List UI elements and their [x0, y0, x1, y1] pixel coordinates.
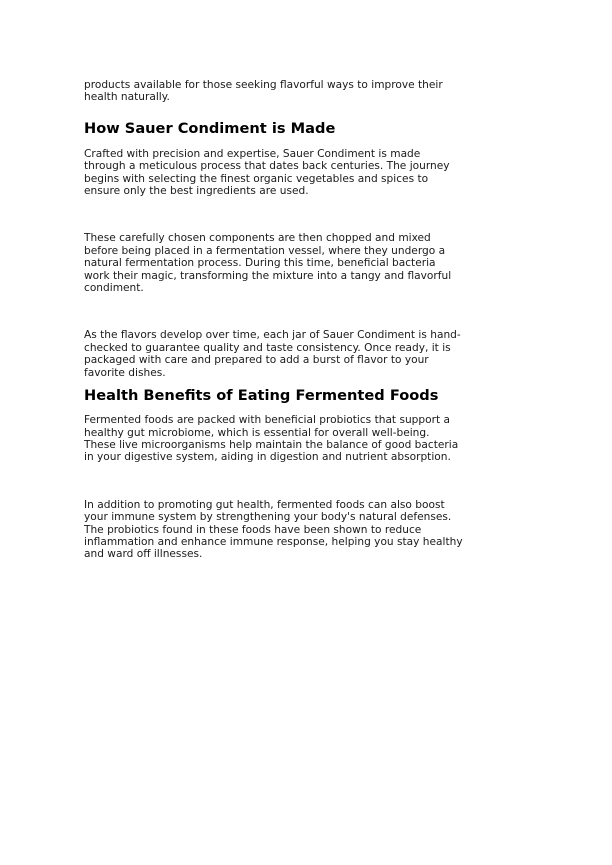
paragraph-components: These carefully chosen components are then chopped and mixed before being placed in a fermentation vessel, where they undergo a natural fermentation process. During this time, beneficial bacteria work their magic, transforming the mixture into a tangy and flavorful condiment.	[84, 232, 452, 295]
paragraph-probiotics: Fermented foods are packed with beneficial probiotics that support a healthy gut microbiome, which is essential for overall well-being. These live microorganisms help maintain the balance of good bacteria in your digestive system, aiding in digestion and nutrient absorption.	[84, 414, 459, 464]
section-heading-how-made: How Sauer Condiment is Made	[84, 119, 336, 137]
section-heading-health-benefits: Health Benefits of Eating Fermented Foods	[84, 387, 439, 405]
document-page	[84, 79, 464, 561]
paragraph-immune: In addition to promoting gut health, fermented foods can also boost your immune system by strengthening your body's natural defenses. The probiotics found in these foods have been shown to reduce inflammation and enhance immune response, helping you stay healthy and ward off illnesses.	[84, 498, 463, 561]
intro-paragraph-tail: products available for those seeking flavorful ways to improve their health naturally.	[84, 79, 443, 104]
paragraph-crafted: Crafted with precision and expertise, Sauer Condiment is made through a meticulous process that dates back centuries. The journey begins with selecting the finest organic vegetables and spices to ensure only the best ingredients are used.	[84, 147, 450, 198]
paragraph-flavors: As the flavors develop over time, each jar of Sauer Condiment is hand-checked to guarantee quality and taste consistency. Once ready, it is packaged with care and prepared to add a burst of flavor to your favorite dishes.	[84, 329, 461, 379]
